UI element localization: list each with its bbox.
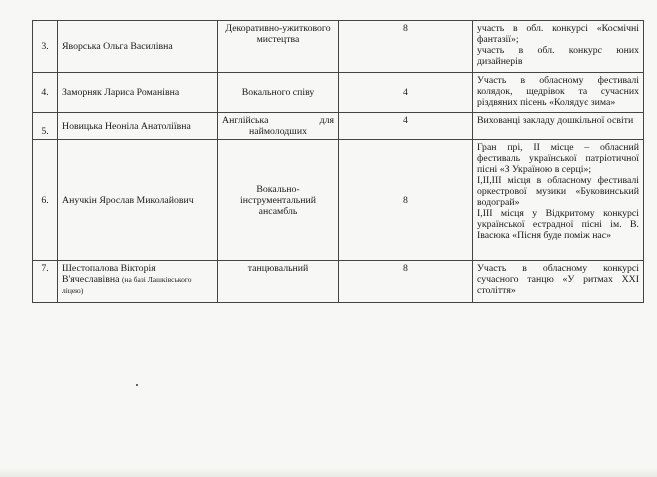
row-number: 4. [33, 73, 58, 113]
row-number: 7. [33, 261, 58, 303]
achievements-cell [473, 261, 644, 303]
achievements-cell [473, 140, 644, 261]
achievement-line: участь в обл. конкурсі «Космічні фантазії»; [477, 23, 639, 45]
teacher-name: Анучкін Ярослав Миколайович [58, 140, 218, 261]
participant-count: 4 [339, 113, 473, 140]
table-row [33, 73, 644, 113]
achievements-cell [473, 21, 644, 73]
teacher-name-note: (на базі Лашківського ліцею) [62, 275, 192, 295]
table-row [33, 261, 644, 303]
table-row [33, 21, 644, 73]
achievements-table [32, 20, 644, 303]
activity-kind: Декоративно-ужиткового мистецтва [218, 21, 339, 73]
participant-count: 4 [339, 73, 473, 113]
teacher-name: Новицька Неоніла Анатоліївна [58, 113, 218, 140]
row-number: 6. [33, 140, 58, 261]
achievement-line: Гран прі, ІІ місце – обласний фестиваль української патріотичної пісні «З Україною в серці»; [477, 142, 639, 175]
participant-count: 8 [339, 261, 473, 303]
row-number: 5. [33, 113, 58, 140]
scan-speck [136, 384, 138, 386]
achievements-cell [473, 73, 644, 113]
achievement-line: Участь в обласному фестивалі колядок, щедрівок та сучасних різдвяних пісень «Колядує зима» [477, 75, 639, 108]
teacher-name-cell [58, 261, 218, 303]
participant-count: 8 [339, 140, 473, 261]
activity-kind: танцювальний [218, 261, 339, 303]
activity-kind-part: Англійська [222, 115, 269, 126]
teacher-name: Шестопалова Вікторія В'ячеславівна [62, 263, 156, 285]
achievement-line: І,ІІ,ІІІ місця в обласному фестивалі оркестрової музики «Буковинський водограй» [477, 175, 639, 208]
achievement-line: Вихованці закладу дошкільної освіти [477, 115, 634, 126]
activity-kind-part: наймолодших [249, 126, 307, 137]
achievements-cell [473, 113, 644, 140]
table-row [33, 140, 644, 261]
row-number: 3. [33, 21, 58, 73]
activity-kind [218, 113, 339, 140]
participant-count: 8 [339, 21, 473, 73]
teacher-name: Яворська Ольга Василівна [58, 21, 218, 73]
activity-kind: Вокально-інструментальний ансамбль [218, 140, 339, 261]
activity-kind-part: для [319, 115, 334, 126]
achievement-line: участь в обл. конкурс юних дизайнерів [477, 45, 639, 67]
teacher-name: Заморняк Лариса Романівна [58, 73, 218, 113]
achievement-line: Участь в обласному конкурсі сучасного танцю «У ритмах ХХІ століття» [477, 263, 639, 296]
table-row [33, 113, 644, 140]
achievement-line: І,ІІІ місця у Відкритому конкурсі української естрадної пісні ім. В. Івасюка «Пісня буде поміж нас» [477, 208, 639, 241]
activity-kind: Вокального співу [218, 73, 339, 113]
page-edge-shadow [0, 467, 657, 477]
